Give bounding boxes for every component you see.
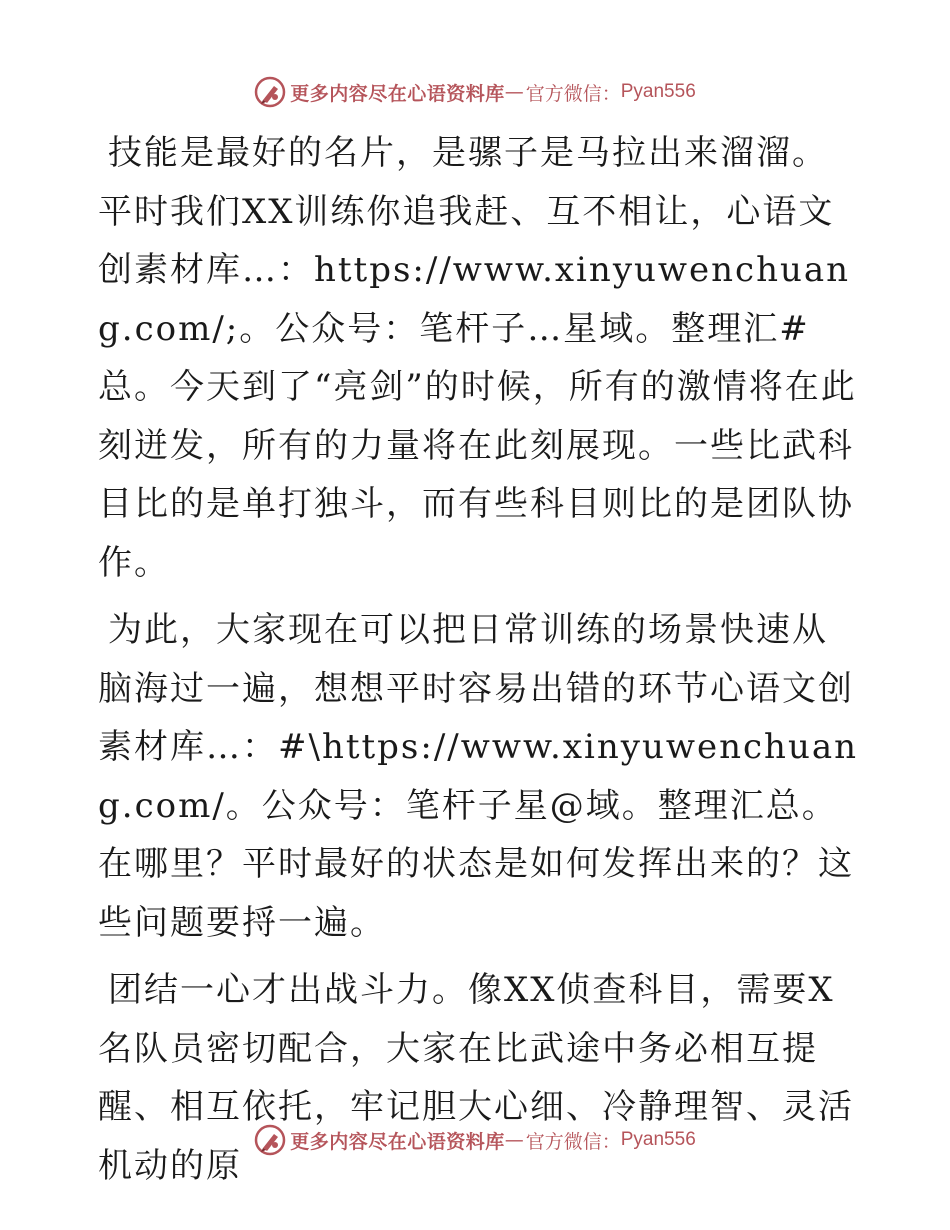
paragraph-2: 为此，大家现在可以把日常训练的场景快速从脑海过一遍，想想平时容易出错的环节心语文创素材库…：#\https://www.xinyuwenchuang.com/。公众号：笔杆子星@域。整理汇总。在哪里？平时最好的状态是如何发挥出来的？这些问题要捋一遍。	[98, 610, 859, 943]
page-footer-banner	[0, 1120, 950, 1160]
page-header-banner	[0, 72, 950, 112]
paragraph-1: 技能是最好的名片，是骡子是马拉出来溜溜。平时我们XX训练你追我赶、互不相让，心语文创素材库…：https://www.xinyuwenchuang.com/;。公众号：笔杆子…星域。整理汇#总。今天到了“亮剑”的时候，所有的激情将在此刻迸发，所有的力量将在此刻展现。一些比武科目比的是单打独斗，而有些科目则比的是团队协作。	[98, 133, 857, 583]
footer-banner-main: 更多内容尽在心语资料库	[290, 1130, 505, 1153]
header-banner-wechat-id: Pyan556	[620, 81, 696, 102]
header-banner-main: 更多内容尽在心语资料库	[290, 82, 505, 105]
footer-banner-wechat-id: Pyan556	[620, 1129, 696, 1150]
pen-logo-icon	[254, 1124, 286, 1156]
header-banner-wechat-label: 官方微信：	[525, 82, 621, 105]
pen-logo-icon	[254, 76, 286, 108]
footer-banner-wechat-label: 官方微信：	[525, 1130, 621, 1153]
footer-banner-dash: —	[504, 1129, 524, 1151]
document-body	[98, 124, 858, 1195]
paragraph-3: 团结一心才出战斗力。像XX侦查科目，需要X名队员密切配合，大家在比武途中务必相互提醒、相互依托，牢记胆大心细、冷静理智、灵活机动的原	[98, 970, 854, 1186]
header-banner-dash: —	[504, 81, 524, 103]
